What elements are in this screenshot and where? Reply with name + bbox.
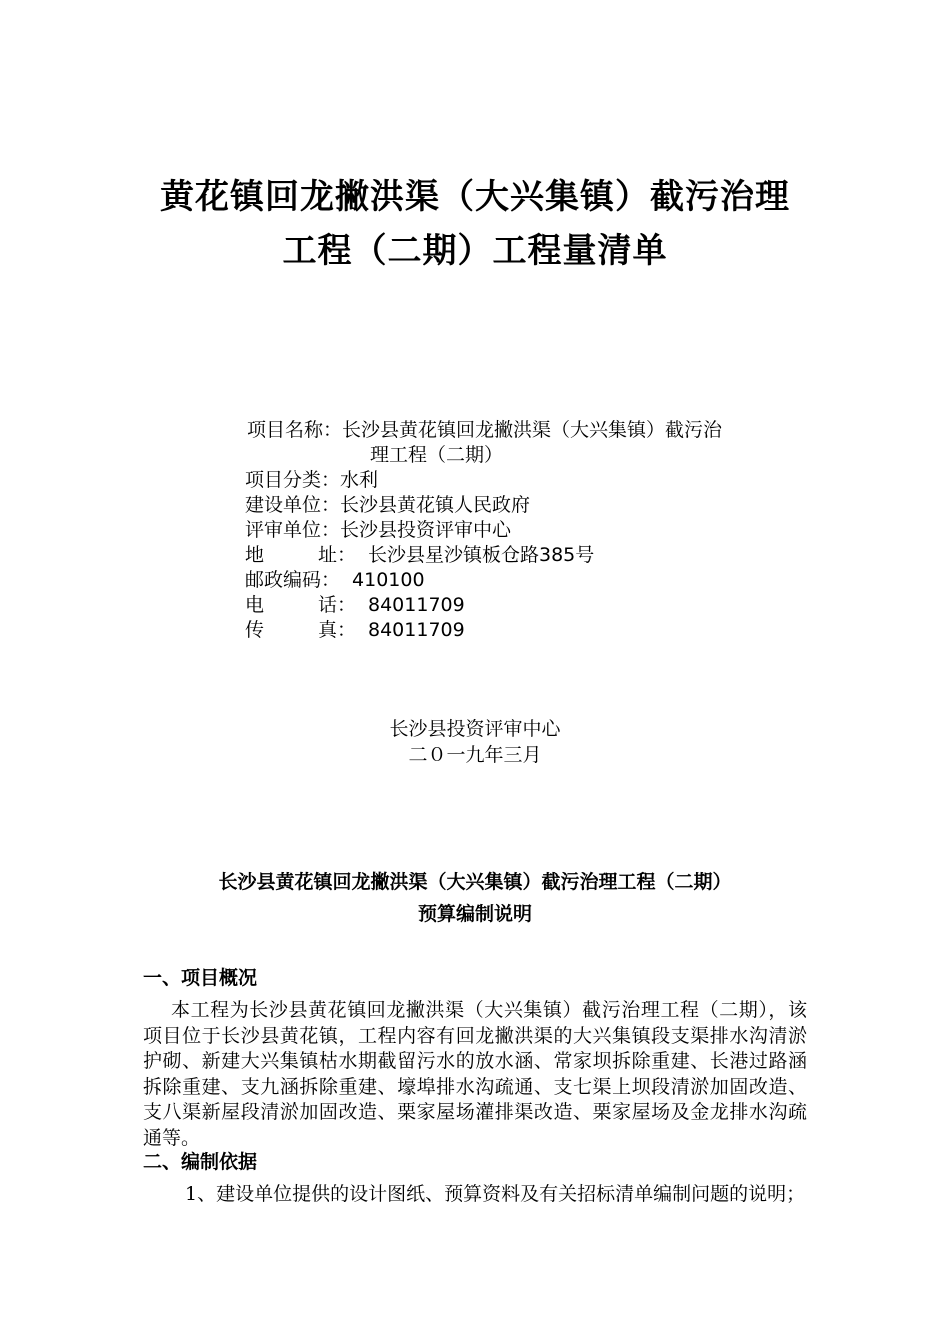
builder-label: 建设单位：: [245, 494, 341, 516]
project-name-row: [245, 418, 815, 443]
reviewer-label: 评审单位：: [245, 519, 341, 541]
reviewer-row: [245, 518, 815, 543]
fax-label-a: 传: [245, 619, 265, 641]
issuer-name: 长沙县投资评审中心: [389, 718, 561, 740]
issuer-block: [0, 716, 950, 768]
builder-value: 长沙县黄花镇人民政府: [340, 494, 531, 516]
reviewer-value: 长沙县投资评审中心: [340, 519, 512, 541]
document-title: [0, 170, 950, 278]
address-label-a: 地: [245, 544, 265, 566]
fax-label-b: 真：: [317, 619, 356, 641]
basis-item-1: 1、建设单位提供的设计图纸、预算资料及有关招标清单编制问题的说明；: [185, 1183, 806, 1205]
builder-row: [245, 493, 815, 518]
document-title-line2: 工程（二期）工程量清单: [282, 231, 668, 271]
issue-date: 二０一九年三月: [408, 744, 542, 766]
overview-paragraph: 本工程为长沙县黄花镇回龙撇洪渠（大兴集镇）截污治理工程（二期），该项目位于长沙县黄花镇，工程内容有回龙撇洪渠的大兴集镇段支渠排水沟清淤护砌、新建大兴集镇枯水期截留污水的放水涵、常家坝拆除重建、长港过路涵拆除重建、支九涵拆除重建、壕埠排水沟疏通、支七渠上坝段清淤加固改造、支八渠新屋段清淤加固改造、栗家屋场灌排渠改造、栗家屋场及金龙排水沟疏通等。: [143, 999, 807, 1149]
address-row: [245, 543, 815, 568]
address-value: 长沙县星沙镇板仓路385号: [368, 544, 595, 566]
fax-label: [245, 618, 356, 643]
budget-section-title-line1: 长沙县黄花镇回龙撇洪渠（大兴集镇）截污治理工程（二期）: [218, 871, 732, 893]
postcode-label: 邮政编码：: [245, 569, 341, 591]
project-name-continuation: [245, 443, 815, 468]
overview-heading: 一、项目概况: [143, 967, 258, 989]
budget-section-title-line2: 预算编制说明: [417, 903, 532, 925]
phone-label-b: 话：: [317, 594, 356, 616]
postcode-row: [245, 568, 815, 593]
category-label: 项目分类：: [245, 469, 341, 491]
budget-section-title: [0, 866, 950, 930]
fax-value: 84011709: [368, 619, 465, 641]
project-info-block: [245, 418, 815, 643]
phone-row: [245, 593, 815, 618]
basis-heading: 二、编制依据: [143, 1151, 258, 1173]
postcode-value: 410100: [352, 569, 425, 591]
phone-label-a: 电: [245, 594, 265, 616]
project-name-value: 长沙县黄花镇回龙撇洪渠（大兴集镇）截污治: [342, 419, 723, 441]
address-label: [245, 543, 356, 568]
category-row: [245, 468, 815, 493]
category-value: 水利: [340, 469, 379, 491]
address-label-b: 址：: [317, 544, 356, 566]
phone-label: [245, 593, 356, 618]
project-name-label: 项目名称：: [247, 419, 343, 441]
project-name-value-cont: 理工程（二期）: [370, 444, 504, 466]
document-title-line1: 黄花镇回龙撇洪渠（大兴集镇）截污治理: [160, 177, 790, 217]
phone-value: 84011709: [368, 594, 465, 616]
fax-row: [245, 618, 815, 643]
